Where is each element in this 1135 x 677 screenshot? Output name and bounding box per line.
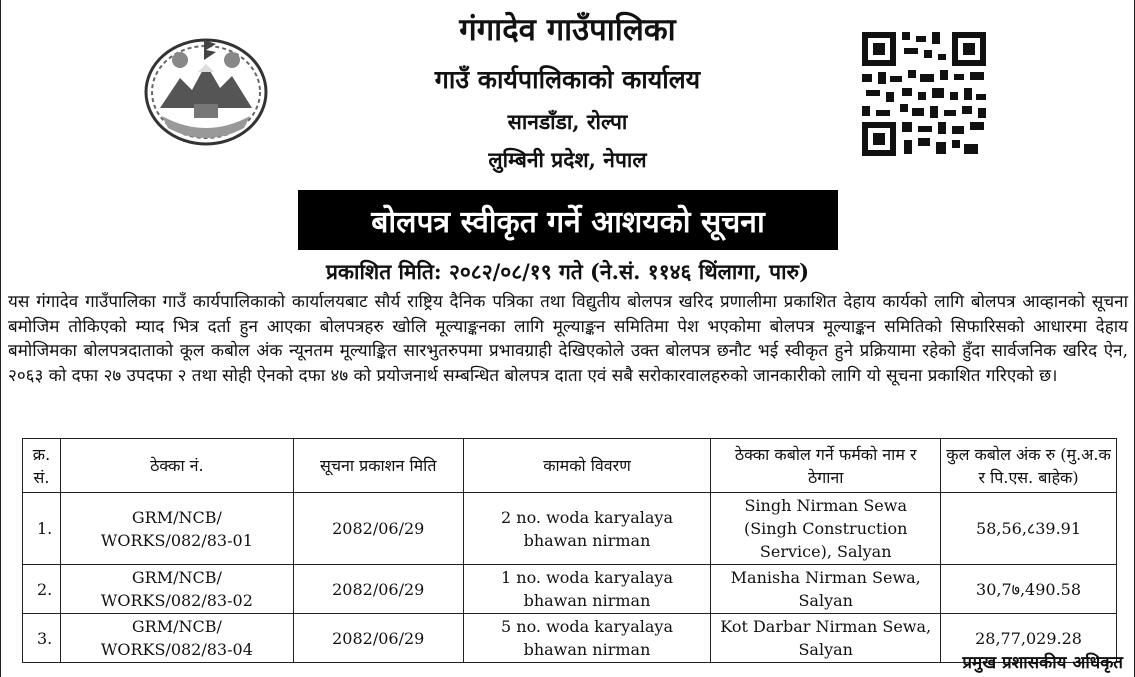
header-sn: क्र. सं. (23, 439, 61, 493)
province-line: लुम्बिनी प्रदेश, नेपाल (488, 147, 647, 172)
header-work: कामको विवरण (463, 439, 711, 493)
table-row (23, 493, 1117, 565)
cell-amount: 30,7७,490.58 (941, 565, 1117, 614)
cell-amount: 58,56,८39.91 (941, 493, 1117, 565)
header-firm: ठेक्का कबोल गर्ने फर्मको नाम र ठेगाना (711, 439, 941, 493)
cell-firm: Singh Nirman Sewa (Singh Construction Service), Salyan (711, 493, 941, 565)
cell-firm: Kot Darbar Nirman Sewa, Salyan (711, 614, 941, 663)
office-name: गाउँ कार्यपालिकाको कार्यालय (434, 65, 701, 94)
header-contract-no: ठेक्का नं. (60, 439, 293, 493)
cell-sn: 3. (23, 614, 61, 663)
cell-amount: 28,77,029.28 (941, 614, 1117, 663)
table-row (23, 565, 1117, 614)
notice-title-banner: बोलपत्र स्वीकृत गर्ने आशयको सूचना (298, 190, 838, 250)
published-date: प्रकाशित मिति: २०८२/०८/१९ गते (ने.सं. ११४६ थिंलागा, पारु) (325, 259, 810, 284)
cell-notice-date: 2082/06/29 (293, 493, 463, 565)
cell-work: 2 no. woda karyalaya bhawan nirman (463, 493, 711, 565)
cell-contract-no: GRM/NCB/ WORKS/082/83-02 (60, 565, 293, 614)
notice-body: यस गंगादेव गाउँपालिका गाउँ कार्यपालिकाको कार्यालयबाट सौर्य राष्ट्रिय दैनिक पत्रिका तथा विद्युतीय बोलपत्र खरिद प्रणालीमा प्रकाशित देहाय कार्यको लागि बोलपत्र आव्हानको सूचना बमोजिम तोकिएको म्याद भित्र दर्ता हुन आएका बोलपत्रहरु खोलि मूल्याङ्कनका लागि मूल्याङ्कन समितिमा पेश भएकोमा बोलपत्र मूल्याङ्कन समितिको सिफारिसको आधारमा देहाय बमोजिमका बोलपत्रदाताको कूल कबोल अंक न्यूनतम मूल्याङ्कित सारभुतरुपमा प्रभावग्राही देखिएकोले उक्त बोलपत्र छनौट भई स्वीकृत हुने प्रक्रियामा रहेको हुँदा सार्वजनिक खरिद ऐन, २०६३ को दफा २७ उपदफा २ तथा सोही ऐनको दफा ४७ को प्रयोजनार्थ सम्बन्धित बोलपत्र दाता एवं सबै सरोकारवालहरुको जानकारीको लागि यो सूचना प्रकाशित गरिएको छ। (8, 292, 1128, 386)
table-header-row (23, 439, 1117, 493)
header-amount: कुल कबोल अंक रु (मु.अ.क र पि.एस. बाहेक) (941, 439, 1117, 493)
municipality-title: गंगादेव गाउँपालिका (459, 12, 676, 48)
header-notice-date: सूचना प्रकाशन मिति (293, 439, 463, 493)
cell-sn: 2. (23, 565, 61, 614)
signature-title: प्रमुख प्रशासकीय अधिकृत (962, 653, 1123, 673)
cell-work: 5 no. woda karyalaya bhawan nirman (463, 614, 711, 663)
cell-firm: Manisha Nirman Sewa, Salyan (711, 565, 941, 614)
cell-notice-date: 2082/06/29 (293, 614, 463, 663)
cell-notice-date: 2082/06/29 (293, 565, 463, 614)
cell-work: 1 no. woda karyalaya bhawan nirman (463, 565, 711, 614)
office-address: सानडाँडा, रोल्पा (507, 109, 628, 134)
cell-sn: 1. (23, 493, 61, 565)
table-row (23, 614, 1117, 663)
cell-contract-no: GRM/NCB/ WORKS/082/83-04 (60, 614, 293, 663)
bid-table (22, 438, 1117, 663)
cell-contract-no: GRM/NCB/ WORKS/082/83-01 (60, 493, 293, 565)
